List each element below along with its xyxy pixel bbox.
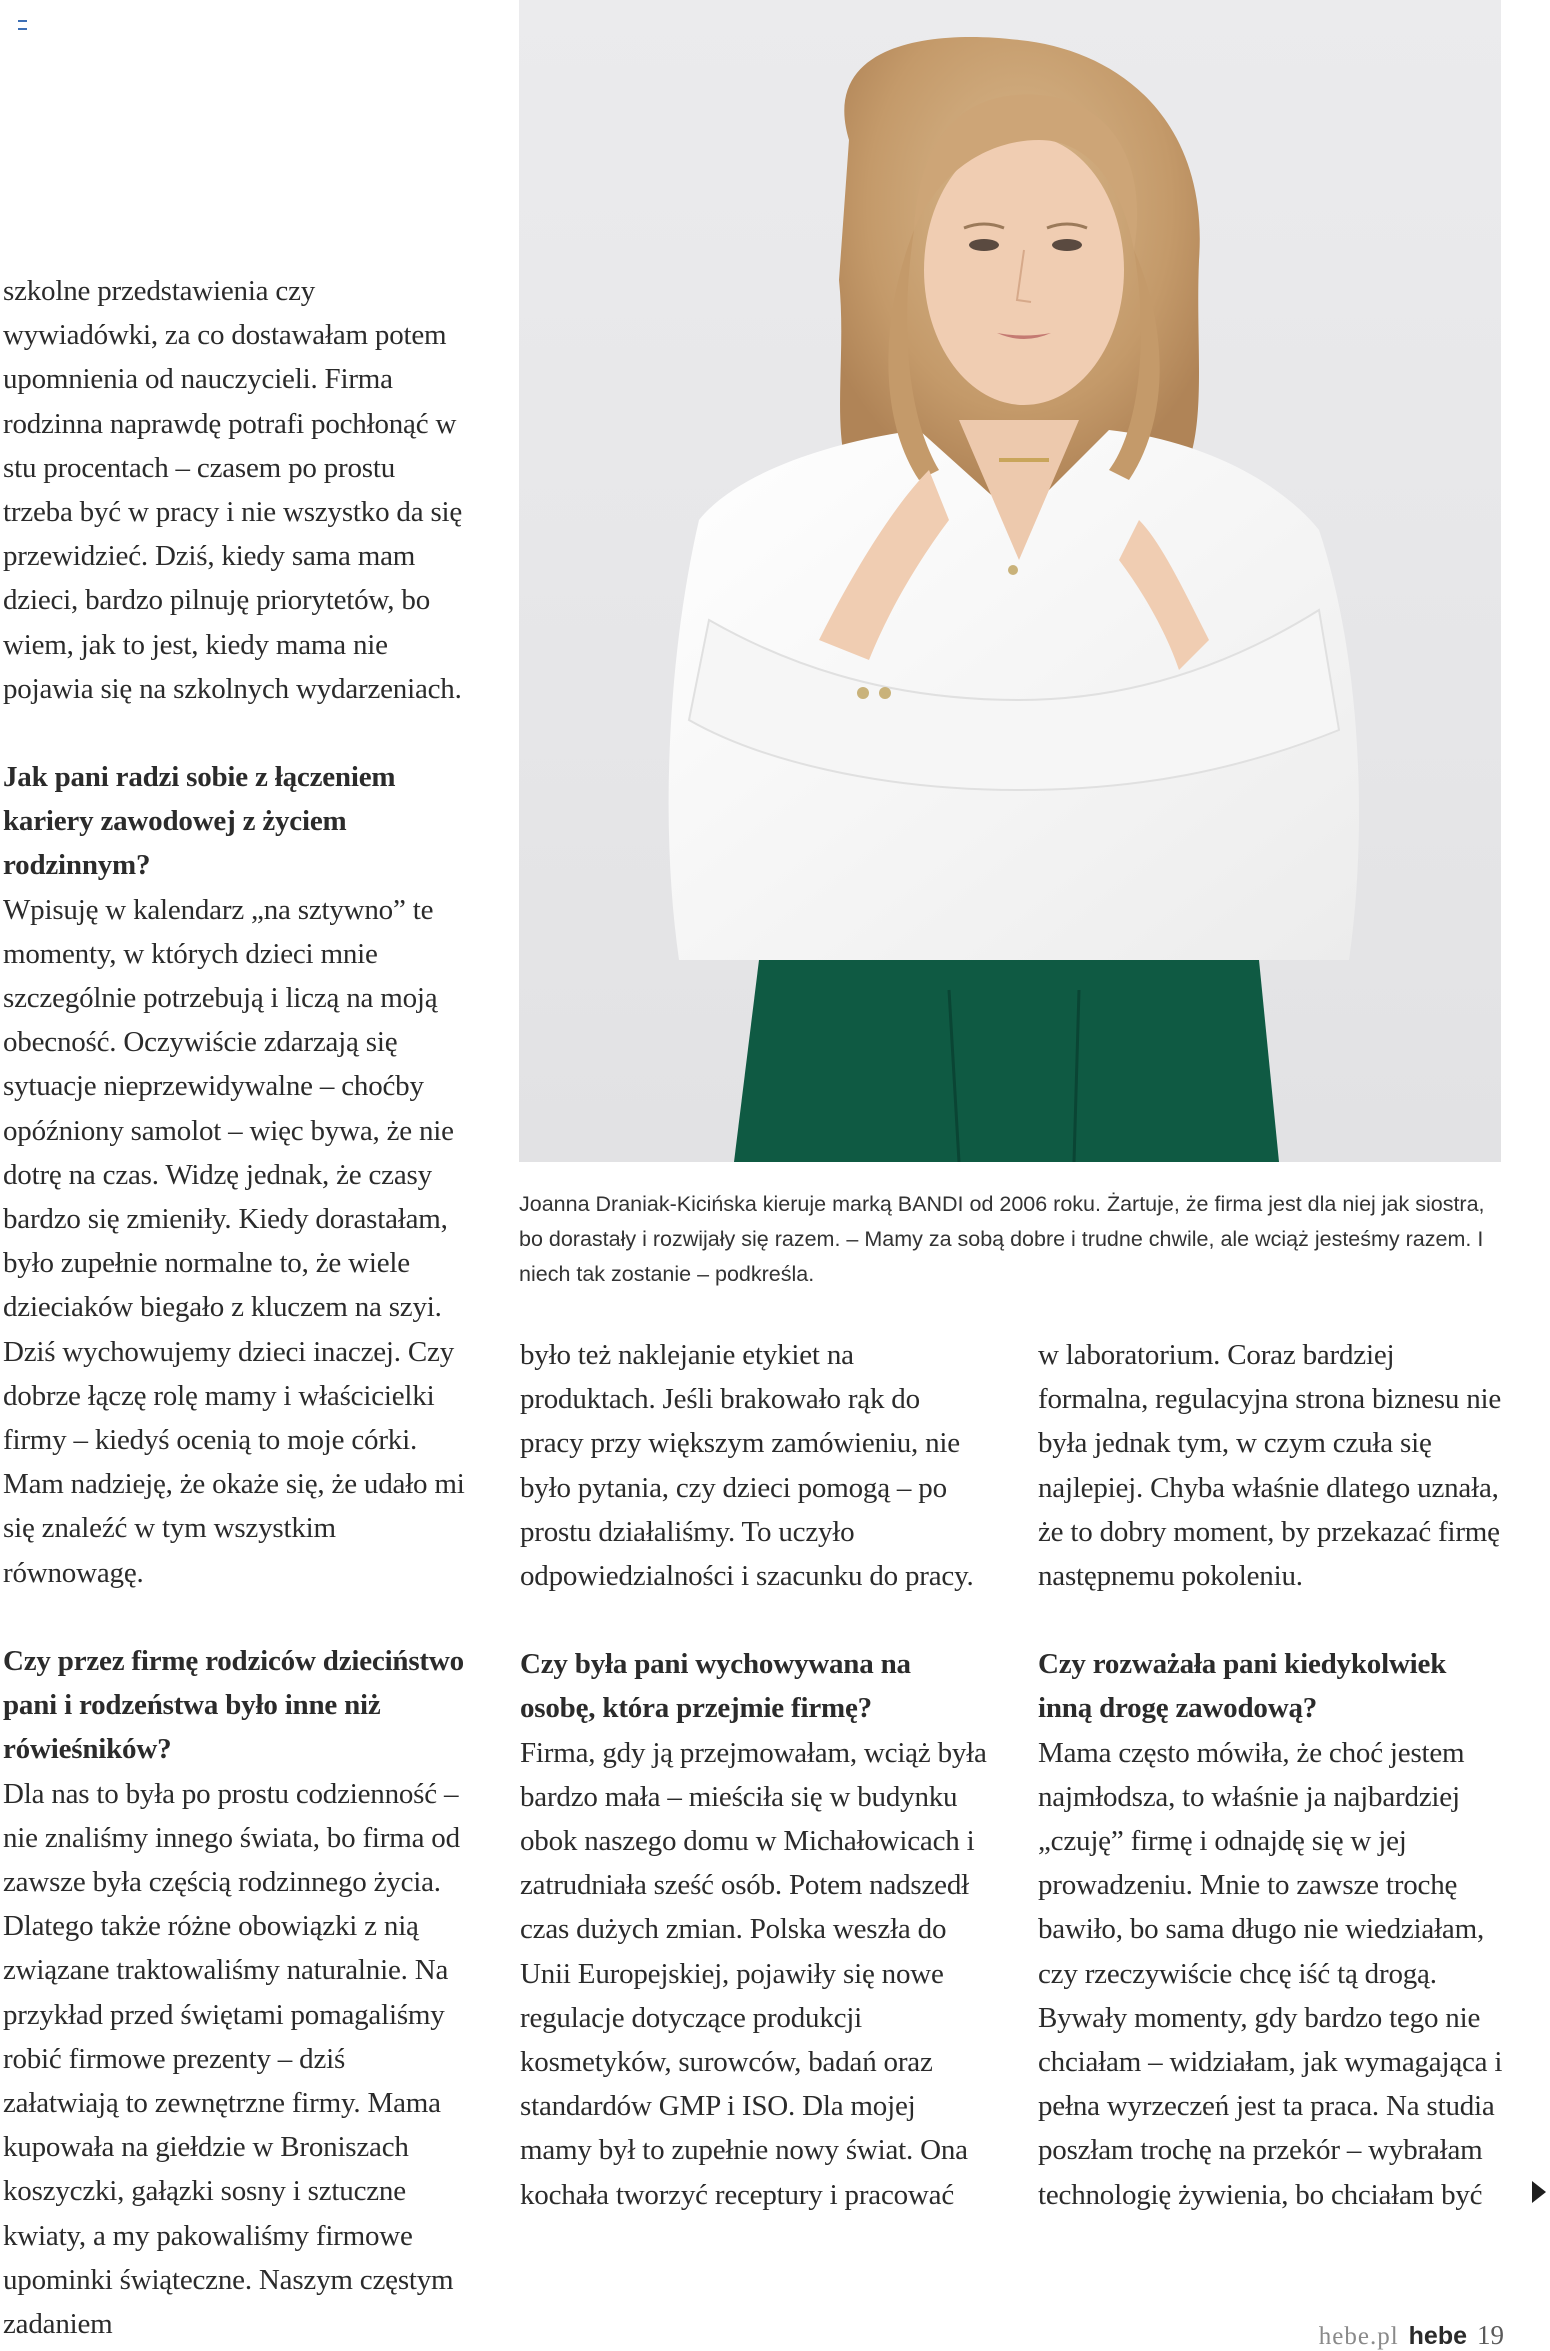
next-page-arrow-icon[interactable] bbox=[1532, 2181, 1546, 2203]
footer-site: hebe.pl bbox=[1318, 2323, 1399, 2350]
photo-caption: Joanna Draniak-Kicińska kieruje marką BANDI od 2006 roku. Żartuje, że firma jest dla niej jak siostra, bo dorastały i rozwijały się razem. – Mamy za sobą dobre i trudne chwile, ale wciąż jesteśmy razem. I niech tak zostanie – podkreśla. bbox=[519, 1192, 1485, 1286]
paragraph: było też naklejanie etykiet na produktach. Jeśli brakowało rąk do pracy przy większym zamówieniu, nie było pytania, czy dzieci pomogą – po prostu działaliśmy. To uczyło odpowiedzialności i szacunku do pracy. bbox=[520, 1339, 974, 1593]
page-footer bbox=[1319, 2320, 1504, 2351]
article-column-middle bbox=[520, 1333, 988, 2217]
interview-question: Jak pani radzi sobie z łączeniem kariery zawodowej z życiem rodzinnym? bbox=[3, 761, 396, 882]
paragraph: Mama często mówiła, że choć jestem najmłodsza, to właśnie ja najbardziej „czuję” firmę i odnajdę się w jej prowadzeniu. Mnie to zawsze trochę bawiło, bo sama długo nie wiedziałam, czy rzeczywiście chcę iść tą drogą. Bywały momenty, gdy bardzo tego nie chciałam – widziałam, jak wymagająca i pełna wyrzeczeń jest ta praca. Na studia poszłam trochę na przekór – wybrałam technologię żywienia, bo chciałam być bbox=[1038, 1736, 1503, 2211]
portrait-photo bbox=[519, 0, 1501, 1162]
paragraph: Firma, gdy ją przejmowałam, wciąż była bardzo mała – mieściła się w budynku obok naszego domu w Michałowicach i zatrudniała sześć osób. Potem nadszedł czas dużych zmian. Polska weszła do Unii Europejskiej, pojawiły się nowe regulacje dotyczące produkcji kosmetyków, surowców, badań oraz standardów GMP i ISO. Dla mojej mamy był to zupełnie nowy świat. Ona kochała tworzyć receptury i pracować bbox=[520, 1736, 987, 2211]
portrait-illustration bbox=[519, 0, 1501, 1162]
article-column-right bbox=[1038, 1333, 1506, 2217]
paragraph: szkolne przedstawienia czy wywiadówki, za co dostawałam potem upomnienia od nauczycieli. Firma rodzinna naprawdę potrafi pochłonąć w stu procentach – czasem po prostu trzeba być w pracy i nie wszystko da się przewidzieć. Dziś, kiedy sama mam dzieci, bardzo pilnuję priorytetów, bo wiem, jak to jest, kiedy mama nie pojawia się na szkolnych wydarzeniach. bbox=[3, 275, 463, 705]
footer-brand: hebe bbox=[1408, 2322, 1467, 2350]
article-column-left bbox=[3, 269, 465, 2346]
paragraph: w laboratorium. Coraz bardziej formalna, regulacyjna strona biznesu nie była jednak tym, w czym czuła się najlepiej. Chyba właśnie dlatego uznała, że to dobry moment, by przekazać firmę następnemu pokoleniu. bbox=[1038, 1339, 1502, 1593]
menu-icon[interactable] bbox=[18, 20, 27, 30]
paragraph: Dla nas to była po prostu codzienność – nie znaliśmy innego świata, bo firma od zawsze była częścią rodzinnego życia. Dlatego także różne obowiązki z nią związane traktowaliśmy naturalnie. Na przykład przed świętami pomagaliśmy robić firmowe prezenty – dziś załatwiają to zewnętrzne firmy. Mama kupowała na giełdzie w Broniszach koszyczki, gałązki sosny i sztuczne kwiaty, a my pakowaliśmy firmowe upominki świąteczne. Naszym częstym zadaniem bbox=[3, 1777, 460, 2340]
interview-question: Czy przez firmę rodziców dzieciństwo pani i rodzeństwa było inne niż rówieśników? bbox=[3, 1644, 464, 1766]
interview-question: Czy rozważała pani kiedykolwiek inną drogę zawodową? bbox=[1038, 1648, 1447, 1725]
interview-question: Czy była pani wychowywana na osobę, która przejmie firmę? bbox=[520, 1648, 911, 1725]
page-number: 19 bbox=[1477, 2320, 1504, 2350]
paragraph: Wpisuję w kalendarz „na sztywno” te momenty, w których dzieci mnie szczególnie potrzebują i liczą na moją obecność. Oczywiście zdarzają się sytuacje nieprzewidywalne – choćby opóźniony samolot – więc bywa, że nie dotrę na czas. Widzę jednak, że czasy bardzo się zmieniły. Kiedy dorastałam, było zupełnie normalne to, że wiele dzieciaków biegało z kluczem na szyi. Dziś wychowujemy dzieci inaczej. Czy dobrze łączę rolę mamy i właścicielki firmy – kiedyś ocenią to moje córki. Mam nadzieję, że okaże się, że udało mi się znaleźć w tym wszystkim równowagę. bbox=[3, 893, 465, 1589]
